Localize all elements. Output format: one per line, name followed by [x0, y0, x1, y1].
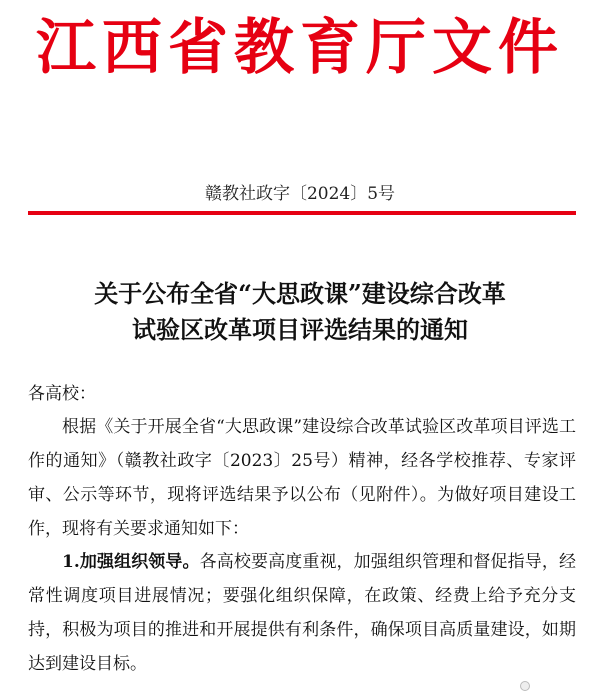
salutation: 各高校：: [28, 384, 96, 404]
item-1-heading: 1.加强组织领导。: [62, 552, 200, 572]
document-number: 赣教社政字〔2024〕5号: [204, 184, 396, 204]
masthead-title: 江西省教育厅文件: [36, 13, 564, 83]
red-divider-line: [28, 211, 576, 215]
notice-title-line-1: 关于公布全省“大思政课”建设综合改革: [94, 279, 506, 308]
notice-title-line-2: 试验区改革项目评选结果的通知: [132, 315, 468, 344]
item-1-text: 各高校要高度重视，加强组织管理和督促指导，经常性调度项目进展情况；要强化组织保障，在政策、经费上给予充分支持，积极为项目的推进和开展提供有利条件，确保项目高质量建设，如期达到建设目标。: [28, 552, 577, 674]
paragraph-intro: 根据《关于开展全省“大思政课”建设综合改革试验区改革项目评选工作的通知》（赣教社政字〔2023〕25号）精神，经各学校推荐、专家评审、公示等环节，现将评选结果予以公布（见附件）。为做好项目建设工作，现将有关要求通知如下：: [28, 417, 576, 539]
paragraph-item-1: [28, 545, 576, 681]
notice-title: [0, 276, 600, 348]
